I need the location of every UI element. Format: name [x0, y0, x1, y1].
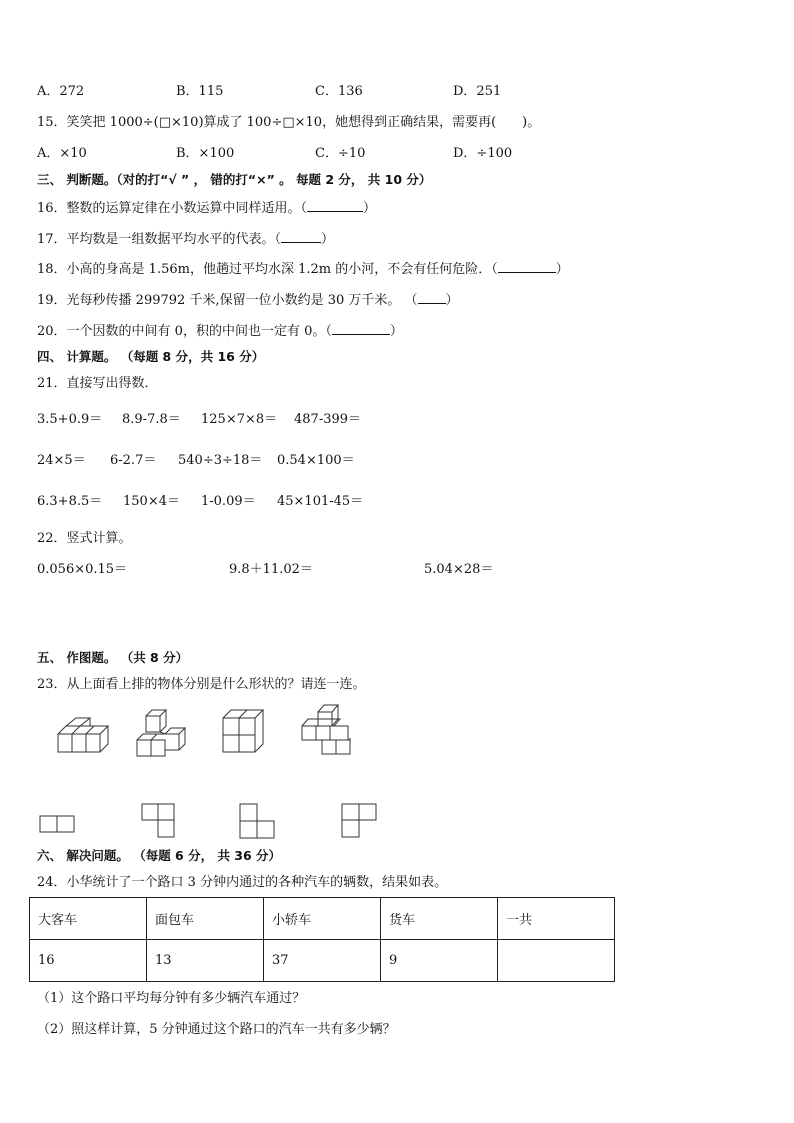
q19-text: 19．光每秒传播 299792 千米,保留一位小数约是 30 万千米。 （: [37, 293, 418, 308]
q21-text: 21．直接写出得数．: [37, 376, 158, 391]
calc-r1-c2: 8.9-7.8＝: [122, 412, 181, 427]
q16-answer-blank[interactable]: [307, 199, 363, 212]
q14-option-a: A．272: [37, 84, 85, 99]
q24-sub1: （1）这个路口平均每分钟有多少辆汽车通过？: [37, 991, 306, 1006]
calc-r2-c3: 540÷3÷18＝: [178, 453, 263, 468]
calc-r2-c2: 6-2.7＝: [110, 453, 157, 468]
table-cell: 9: [381, 940, 498, 982]
q19-answer-blank[interactable]: [418, 291, 446, 304]
vertical-calc-2: 9.8＋11.02＝: [229, 562, 313, 577]
table-header-cell: 面包车: [147, 898, 264, 940]
table-cell-total[interactable]: [498, 940, 615, 982]
q17: [37, 230, 334, 248]
calc-r3-c1: 6.3+8.5＝: [37, 494, 103, 509]
q24-sub2: （2）照这样计算，5 分钟通过这个路口的汽车一共有多少辆？: [37, 1022, 396, 1037]
q20-end: ）: [389, 324, 403, 339]
q14-option-b: B．115: [176, 84, 224, 99]
q20-answer-blank[interactable]: [332, 322, 390, 335]
q15-option-c: C．÷10: [315, 146, 366, 161]
q20-text: 20．一个因数的中间有 0，积的中间也一定有 0。（: [37, 324, 332, 339]
q17-text: 17．平均数是一组数据平均水平的代表。（: [37, 232, 282, 247]
table-header-cell: 小轿车: [264, 898, 381, 940]
q18-answer-blank[interactable]: [498, 260, 556, 273]
calc-r3-c4: 45×101-45＝: [277, 494, 364, 509]
table-header-cell: 大客车: [30, 898, 147, 940]
calc-r3-c3: 1-0.09＝: [201, 494, 256, 509]
table-cell: 37: [264, 940, 381, 982]
top-view-2: [142, 804, 174, 837]
calc-r1-c4: 487-399＝: [294, 412, 362, 427]
section6-header: 六、 解决问题。 （每题 6 分， 共 36 分）: [37, 848, 282, 863]
q17-end: ）: [321, 232, 335, 247]
cube-figures-row: [50, 700, 370, 762]
q15-option-b: B．×100: [176, 146, 235, 161]
q14-option-c: C．136: [315, 84, 363, 99]
q16-end: ）: [363, 201, 377, 216]
top-view-1: [40, 816, 74, 832]
q16: [37, 199, 376, 217]
q15-option-a: A．×10: [37, 146, 87, 161]
calc-r3-c2: 150×4＝: [123, 494, 180, 509]
calc-r1-c3: 125×7×8＝: [201, 412, 278, 427]
cube-figure-4: [302, 705, 350, 754]
section3-header: 三、 判断题。（对的打“√ ” ， 错的打“×” 。 每题 2 分， 共 10 分）: [37, 172, 432, 187]
q22-text: 22．竖式计算。: [37, 531, 132, 546]
q18: [37, 260, 569, 278]
q14-option-d: D．251: [453, 84, 502, 99]
cube-figure-3: [223, 710, 263, 752]
q20: [37, 322, 403, 340]
top-view-3: [240, 804, 274, 838]
table-header-row: [30, 898, 615, 940]
vertical-calc-3: 5.04×28＝: [424, 562, 494, 577]
table-row: [30, 940, 615, 982]
vehicle-count-table: [29, 897, 615, 982]
table-cell: 13: [147, 940, 264, 982]
table-header-cell: 一共: [498, 898, 615, 940]
q19: [37, 291, 459, 309]
cube-figure-2: [137, 710, 185, 756]
vertical-calc-1: 0.056×0.15＝: [37, 562, 128, 577]
section5-header: 五、 作图题。 （共 8 分）: [37, 650, 189, 665]
q15-text: 15．笑笑把 1000÷(□×10)算成了 100÷□×10，她想得到正确结果，需要再( )。: [37, 115, 541, 130]
calc-r2-c4: 0.54×100＝: [277, 453, 355, 468]
q19-end: ）: [445, 293, 459, 308]
q15-option-d: D．÷100: [453, 146, 513, 161]
q23-text: 23．从上面看上排的物体分别是什么形状的？请连一连。: [37, 677, 366, 692]
q17-answer-blank[interactable]: [281, 230, 321, 243]
cube-figure-1: [58, 718, 108, 752]
top-views-row: [38, 800, 383, 842]
q24-text: 24．小华统计了一个路口 3 分钟内通过的各种汽车的辆数，结果如表。: [37, 875, 448, 890]
table-cell: 16: [30, 940, 147, 982]
q18-text: 18．小高的身高是 1.56m，他趟过平均水深 1.2m 的小河，不会有任何危险．（: [37, 262, 498, 277]
top-view-4: [342, 804, 376, 837]
section4-header: 四、 计算题。 （每题 8 分，共 16 分）: [37, 349, 265, 364]
calc-r1-c1: 3.5+0.9＝: [37, 412, 103, 427]
table-header-cell: 货车: [381, 898, 498, 940]
q16-text: 16．整数的运算定律在小数运算中同样适用。（: [37, 201, 308, 216]
q18-end: ）: [555, 262, 569, 277]
calc-r2-c1: 24×5＝: [37, 453, 86, 468]
